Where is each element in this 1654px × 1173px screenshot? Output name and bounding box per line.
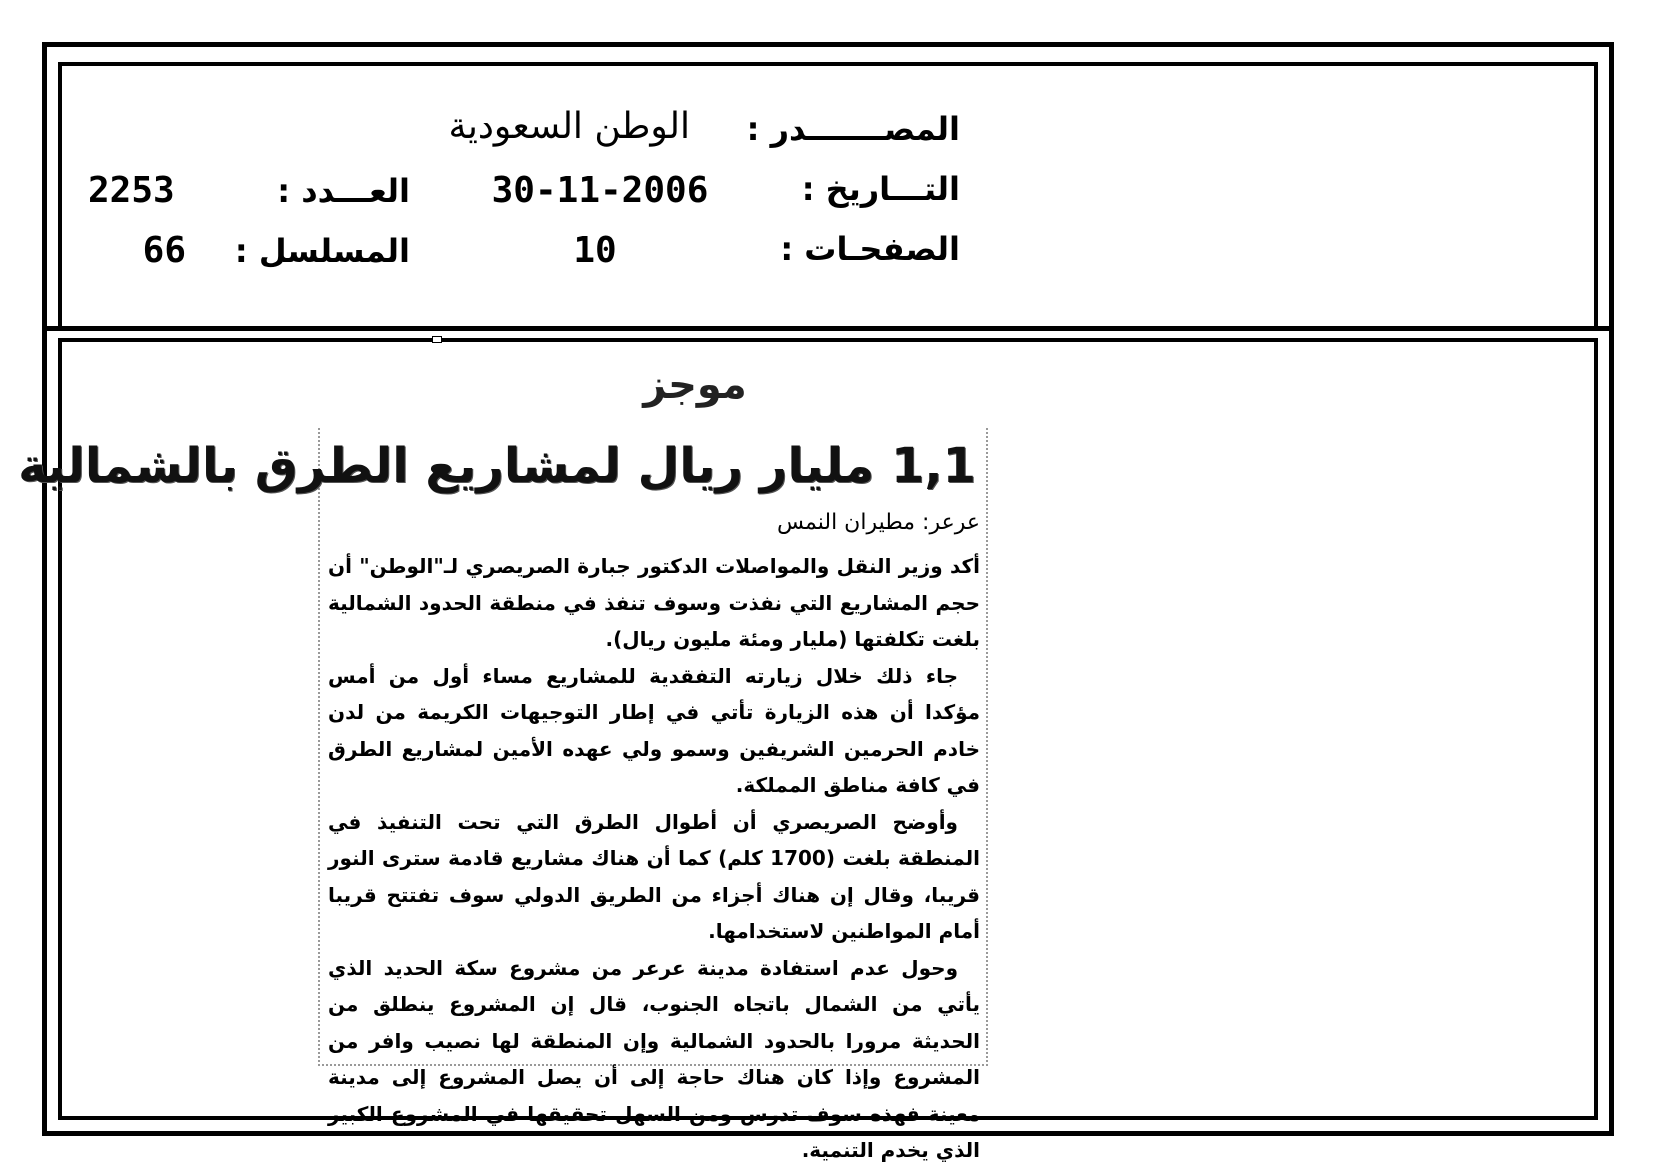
pages-label: الصفحـات : [780, 230, 960, 268]
article-byline: عرعر: مطيران النمس [776, 510, 980, 535]
frame-separator [46, 326, 1610, 331]
issue-label: العـــدد : [277, 172, 410, 210]
issue-value: 2253 [88, 170, 175, 211]
article-paragraph: أكد وزير النقل والمواصلات الدكتور جبارة الصريصري لـ"الوطن" أن حجم المشاريع التي نفذت وسوف تنفذ في منطقة الحدود الشمالية بلغت تكلفتها (مليار ومئة مليون ريال). [328, 554, 980, 651]
date-value: 30-11-2006 [491, 170, 709, 211]
section-title: موجز [643, 362, 747, 408]
article-paragraph: وأوضح الصريصري أن أطوال الطرق التي تحت التنفيذ في المنطقة بلغت (1700 كلم) كما أن هناك مشاريع قادمة سترى النور قريبا، وقال إن هناك أجزاء من الطريق الدولي سوف تفتتح قريبا أمام المواطنين لاستخدامها. [328, 809, 980, 943]
article-paragraph: جاء ذلك خلال زيارته التفقدية للمشاريع مساء أول من أمس مؤكدا أن هذه الزيارة تأتي في إطار التوجيهات الكريمة من لدن خادم الحرمين الشريفين وسمو ولي عهده الأمين لمشاريع الطرق في كافة مناطق المملكة. [328, 663, 980, 797]
serial-value: 66 [142, 230, 186, 271]
serial-label: المسلسل : [234, 232, 410, 270]
article-body [328, 548, 980, 1169]
article-paragraph: وحول عدم استفادة مدينة عرعر من مشروع سكة الحديد الذي يأتي من الشمال باتجاه الجنوب، قال إن المشروع ينطلق من الحديثة مرورا بالحدود الشمالية وإن المنطقة لها نصيب وافر من المشروع وإذا كان هناك حاجة إلى أن يصل المشروع إلى مدينة معينة فهذه سوف تدرس ومن السهل تحقيقها في المشروع الكبير الذي يخدم التنمية. [328, 955, 980, 1162]
date-label: التـــاريخ : [801, 170, 960, 208]
pages-value: 10 [573, 230, 617, 271]
source-label: المصـــــــدر : [746, 110, 960, 148]
source-value: الوطن السعودية [448, 106, 690, 147]
article-headline: 1,1 مليار ريال لمشاريع الطرق بالشمالية [18, 438, 976, 494]
page-marker [432, 336, 442, 343]
